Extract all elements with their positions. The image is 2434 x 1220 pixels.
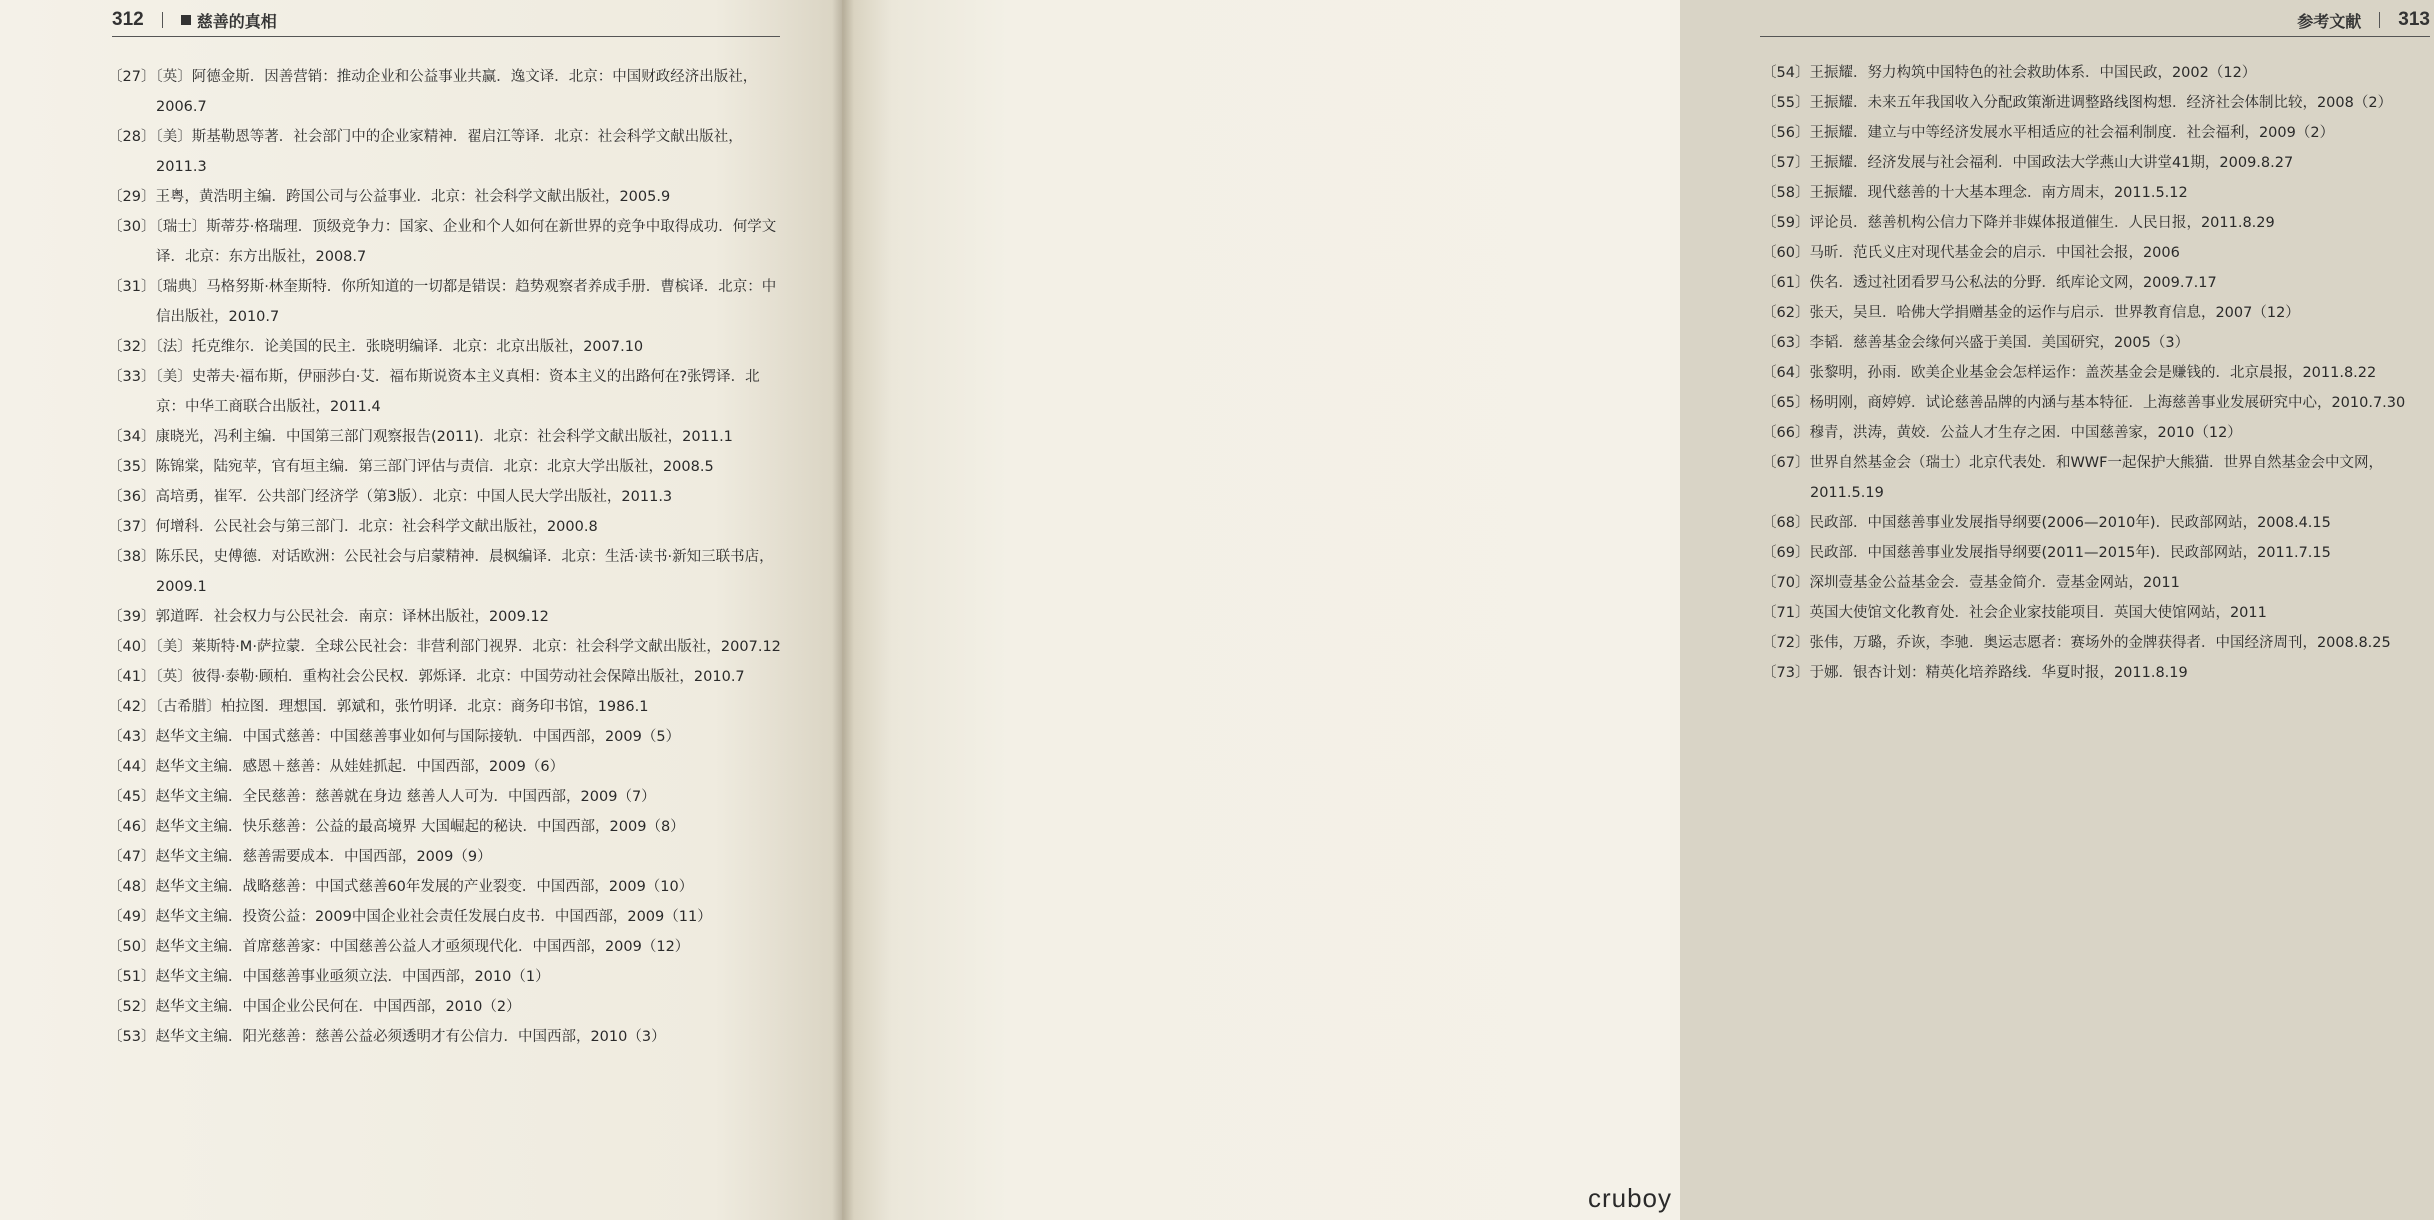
right-page-number: 313 — [2398, 9, 2430, 30]
book-spine-gutter — [832, 0, 854, 1220]
reference-entry — [1762, 178, 2434, 208]
reference-entry — [108, 332, 784, 362]
reference-entry — [108, 362, 784, 422]
reference-number: 〔70〕 — [1762, 575, 1810, 591]
reference-text: 张天，吴旦．哈佛大学捐赠基金的运作与启示．世界教育信息，2007（12） — [1809, 305, 2300, 321]
reference-number: 〔72〕 — [1762, 635, 1810, 651]
reference-text: 张伟，万璐，乔诙，李驰．奥运志愿者：赛场外的金牌获得者．中国经济周刊，2008.8.25 — [1809, 635, 2391, 651]
reference-entry — [1762, 328, 2434, 358]
reference-number: 〔48〕 — [108, 879, 156, 895]
reference-number: 〔62〕 — [1762, 305, 1810, 321]
reference-number: 〔55〕 — [1762, 95, 1810, 111]
reference-entry — [108, 872, 784, 902]
reference-text: 赵华文主编．中国企业公民何在．中国西部，2010（2） — [155, 999, 521, 1015]
reference-entry — [1762, 448, 2434, 508]
reference-entry — [108, 842, 784, 872]
reference-entry — [108, 962, 784, 992]
reference-number: 〔66〕 — [1762, 425, 1810, 441]
reference-text: 赵华文主编．感恩＋慈善：从娃娃抓起．中国西部，2009（6） — [155, 759, 565, 775]
reference-text: 深圳壹基金公益基金会．壹基金简介．壹基金网站，2011 — [1809, 575, 2180, 591]
reference-entry — [108, 632, 784, 662]
reference-text: 〔美〕史蒂夫·福布斯，伊丽莎白·艾．福布斯说资本主义真相：资本主义的出路何在?张锷译．北京：中华工商联合出版社，2011.4 — [155, 369, 760, 415]
reference-entry — [1762, 88, 2434, 118]
reference-number: 〔63〕 — [1762, 335, 1810, 351]
right-page-header — [1760, 4, 2430, 37]
reference-text: 评论员．慈善机构公信力下降并非媒体报道催生．人民日报，2011.8.29 — [1809, 215, 2275, 231]
reference-number: 〔53〕 — [108, 1029, 156, 1045]
reference-entry — [108, 662, 784, 692]
book-title: 慈善的真相 — [196, 11, 277, 31]
watermark: cruboy — [1587, 1183, 1672, 1213]
reference-text: 何增科．公民社会与第三部门．北京：社会科学文献出版社，2000.8 — [155, 519, 598, 535]
reference-entry — [108, 902, 784, 932]
reference-text: 陈锦棠，陆宛苹，官有垣主编．第三部门评估与责信．北京：北京大学出版社，2008.5 — [155, 459, 714, 475]
reference-entry — [108, 482, 784, 512]
reference-text: 马昕．范氏义庄对现代基金会的启示．中国社会报，2006 — [1809, 245, 2180, 261]
reference-text: 〔英〕阿德金斯．因善营销：推动企业和公益事业共赢．逸文译．北京：中国财政经济出版社，2006.7 — [155, 69, 758, 115]
reference-text: 王粤，黄浩明主编．跨国公司与公益事业．北京：社会科学文献出版社，2005.9 — [155, 189, 671, 205]
reference-number: 〔37〕 — [108, 519, 156, 535]
reference-entry — [108, 782, 784, 812]
reference-entry — [108, 422, 784, 452]
reference-number: 〔65〕 — [1762, 395, 1810, 411]
right-page — [842, 0, 2430, 1220]
reference-number: 〔64〕 — [1762, 365, 1810, 381]
reference-text: 王振耀．经济发展与社会福利．中国政法大学燕山大讲堂41期，2009.8.27 — [1809, 155, 2294, 171]
reference-text: 李韬．慈善基金会缘何兴盛于美国．美国研究，2005（3） — [1809, 335, 2190, 351]
reference-number: 〔47〕 — [108, 849, 156, 865]
reference-entry — [108, 992, 784, 1022]
left-page-header — [112, 4, 780, 37]
reference-text: 于娜．银杏计划：精英化培养路线．华夏时报，2011.8.19 — [1809, 665, 2188, 681]
reference-number: 〔46〕 — [108, 819, 156, 835]
reference-entry — [1762, 58, 2434, 88]
reference-entry — [108, 122, 784, 182]
reference-number: 〔56〕 — [1762, 125, 1810, 141]
left-page — [0, 0, 842, 1220]
reference-number: 〔73〕 — [1762, 665, 1810, 681]
reference-text: 康晓光，冯利主编．中国第三部门观察报告(2011)．北京：社会科学文献出版社，2011.1 — [155, 429, 733, 445]
reference-entry — [1762, 568, 2434, 598]
reference-text: 王振耀．努力构筑中国特色的社会救助体系．中国民政，2002（12） — [1809, 65, 2257, 81]
reference-number: 〔38〕 — [108, 549, 156, 565]
reference-number: 〔58〕 — [1762, 185, 1810, 201]
reference-number: 〔61〕 — [1762, 275, 1810, 291]
reference-number: 〔44〕 — [108, 759, 156, 775]
reference-text: 穆青，洪涛，黄姣．公益人才生存之困．中国慈善家，2010（12） — [1809, 425, 2242, 441]
reference-number: 〔52〕 — [108, 999, 156, 1015]
reference-number: 〔33〕 — [108, 369, 156, 385]
reference-number: 〔27〕 — [108, 69, 156, 85]
reference-entry — [108, 932, 784, 962]
reference-text: 世界自然基金会（瑞士）北京代表处．和WWF一起保护大熊猫．世界自然基金会中文网，2011.5.19 — [1809, 455, 2383, 501]
reference-entry — [108, 692, 784, 722]
reference-entry — [108, 452, 784, 482]
reference-entry — [1762, 208, 2434, 238]
reference-entry — [108, 602, 784, 632]
reference-text: 〔英〕彼得·泰勒·顾柏．重构社会公民权．郭烁译．北京：中国劳动社会保障出版社，2010.7 — [155, 669, 745, 685]
reference-entry — [108, 542, 784, 602]
reference-text: 杨明刚，商婷婷．试论慈善品牌的内涵与基本特征．上海慈善事业发展研究中心，2010.7.30 — [1809, 395, 2406, 411]
reference-text: 张黎明，孙雨．欧美企业基金会怎样运作：盖茨基金会是赚钱的．北京晨报，2011.8.22 — [1809, 365, 2377, 381]
reference-entry — [1762, 598, 2434, 628]
reference-entry — [1762, 418, 2434, 448]
reference-text: 赵华文主编．投资公益：2009中国企业社会责任发展白皮书．中国西部，2009（11） — [155, 909, 712, 925]
reference-text: 赵华文主编．阳光慈善：慈善公益必须透明才有公信力．中国西部，2010（3） — [155, 1029, 666, 1045]
reference-entry — [1762, 388, 2434, 418]
reference-text: 民政部．中国慈善事业发展指导纲要(2006—2010年)．民政部网站，2008.4.15 — [1809, 515, 2331, 531]
reference-number: 〔30〕 — [108, 219, 156, 235]
reference-number: 〔51〕 — [108, 969, 156, 985]
reference-text: 赵华文主编．战略慈善：中国式慈善60年发展的产业裂变．中国西部，2009（10） — [155, 879, 694, 895]
reference-number: 〔49〕 — [108, 909, 156, 925]
reference-number: 〔50〕 — [108, 939, 156, 955]
reference-entry — [108, 62, 784, 122]
reference-number: 〔69〕 — [1762, 545, 1810, 561]
reference-entry — [108, 212, 784, 272]
reference-text: 赵华文主编．快乐慈善：公益的最高境界 大国崛起的秘诀．中国西部，2009（8） — [155, 819, 685, 835]
reference-text: 赵华文主编．首席慈善家：中国慈善公益人才亟须现代化．中国西部，2009（12） — [155, 939, 690, 955]
reference-entry — [108, 512, 784, 542]
reference-number: 〔43〕 — [108, 729, 156, 745]
reference-entry — [1762, 628, 2434, 658]
reference-entry — [108, 1022, 784, 1052]
reference-text: 英国大使馆文化教育处．社会企业家技能项目．英国大使馆网站，2011 — [1809, 605, 2267, 621]
reference-number: 〔60〕 — [1762, 245, 1810, 261]
reference-text: 陈乐民，史傅德．对话欧洲：公民社会与启蒙精神．晨枫编译．北京：生活·读书·新知三联书店，2009.1 — [155, 549, 774, 595]
reference-entry — [1762, 658, 2434, 688]
reference-number: 〔45〕 — [108, 789, 156, 805]
reference-text: 〔古希腊〕柏拉图．理想国．郭斌和，张竹明译．北京：商务印书馆，1986.1 — [155, 699, 649, 715]
reference-number: 〔34〕 — [108, 429, 156, 445]
reference-number: 〔32〕 — [108, 339, 156, 355]
reference-entry — [1762, 148, 2434, 178]
right-reference-list — [1762, 58, 2434, 688]
reference-entry — [108, 752, 784, 782]
reference-number: 〔59〕 — [1762, 215, 1810, 231]
reference-text: 〔瑞士〕斯蒂芬·格瑞理．顶级竞争力：国家、企业和个人如何在新世界的竞争中取得成功．何学文译．北京：东方出版社，2008.7 — [155, 219, 777, 265]
reference-number: 〔36〕 — [108, 489, 156, 505]
reference-text: 〔瑞典〕马格努斯·林奎斯特．你所知道的一切都是错误：趋势观察者养成手册．曹槟译．北京：中信出版社，2010.7 — [155, 279, 777, 325]
reference-number: 〔41〕 — [108, 669, 156, 685]
reference-text: 赵华文主编．中国式慈善：中国慈善事业如何与国际接轨．中国西部，2009（5） — [155, 729, 681, 745]
reference-entry — [108, 272, 784, 332]
left-page-number: 312 — [112, 9, 144, 30]
reference-entry — [108, 722, 784, 752]
reference-number: 〔39〕 — [108, 609, 156, 625]
reference-number: 〔42〕 — [108, 699, 156, 715]
square-bullet-icon — [181, 15, 191, 25]
reference-text: 赵华文主编．慈善需要成本．中国西部，2009（9） — [155, 849, 492, 865]
header-divider — [2379, 12, 2380, 28]
reference-entry — [1762, 358, 2434, 388]
reference-text: 〔法〕托克维尔．论美国的民主．张晓明编译．北京：北京出版社，2007.10 — [155, 339, 644, 355]
reference-entry — [108, 812, 784, 842]
reference-entry — [1762, 508, 2434, 538]
reference-entry — [1762, 238, 2434, 268]
reference-entry — [1762, 118, 2434, 148]
section-title: 参考文献 — [2297, 11, 2362, 31]
left-reference-list — [108, 62, 784, 1052]
reference-text: 王振耀．未来五年我国收入分配政策渐进调整路线图构想．经济社会体制比较，2008（2） — [1809, 95, 2393, 111]
reference-number: 〔31〕 — [108, 279, 156, 295]
reference-number: 〔35〕 — [108, 459, 156, 475]
reference-text: 〔美〕莱斯特·M·萨拉蒙．全球公民社会：非营利部门视界．北京：社会科学文献出版社，2007.12 — [155, 639, 781, 655]
reference-number: 〔68〕 — [1762, 515, 1810, 531]
reference-number: 〔54〕 — [1762, 65, 1810, 81]
reference-number: 〔40〕 — [108, 639, 156, 655]
reference-text: 赵华文主编．中国慈善事业亟须立法．中国西部，2010（1） — [155, 969, 550, 985]
reference-number: 〔28〕 — [108, 129, 156, 145]
reference-number: 〔67〕 — [1762, 455, 1810, 471]
reference-text: 民政部．中国慈善事业发展指导纲要(2011—2015年)．民政部网站，2011.7.15 — [1809, 545, 2331, 561]
reference-text: 郭道晖．社会权力与公民社会．南京：译林出版社，2009.12 — [155, 609, 549, 625]
reference-text: 王振耀．现代慈善的十大基本理念．南方周末，2011.5.12 — [1809, 185, 2188, 201]
reference-entry — [1762, 298, 2434, 328]
reference-entry — [1762, 538, 2434, 568]
reference-text: 赵华文主编．全民慈善：慈善就在身边 慈善人人可为．中国西部，2009（7） — [155, 789, 656, 805]
reference-entry — [108, 182, 784, 212]
reference-text: 〔美〕斯基勒恩等著．社会部门中的企业家精神．翟启江等译．北京：社会科学文献出版社，2011.3 — [155, 129, 743, 175]
reference-text: 佚名．透过社团看罗马公私法的分野．纸库论文网，2009.7.17 — [1809, 275, 2217, 291]
reference-text: 王振耀．建立与中等经济发展水平相适应的社会福利制度．社会福利，2009（2） — [1809, 125, 2335, 141]
reference-text: 高培勇，崔军．公共部门经济学（第3版）．北京：中国人民大学出版社，2011.3 — [155, 489, 673, 505]
reference-number: 〔57〕 — [1762, 155, 1810, 171]
reference-number: 〔71〕 — [1762, 605, 1810, 621]
reference-number: 〔29〕 — [108, 189, 156, 205]
reference-entry — [1762, 268, 2434, 298]
header-divider — [162, 12, 163, 28]
